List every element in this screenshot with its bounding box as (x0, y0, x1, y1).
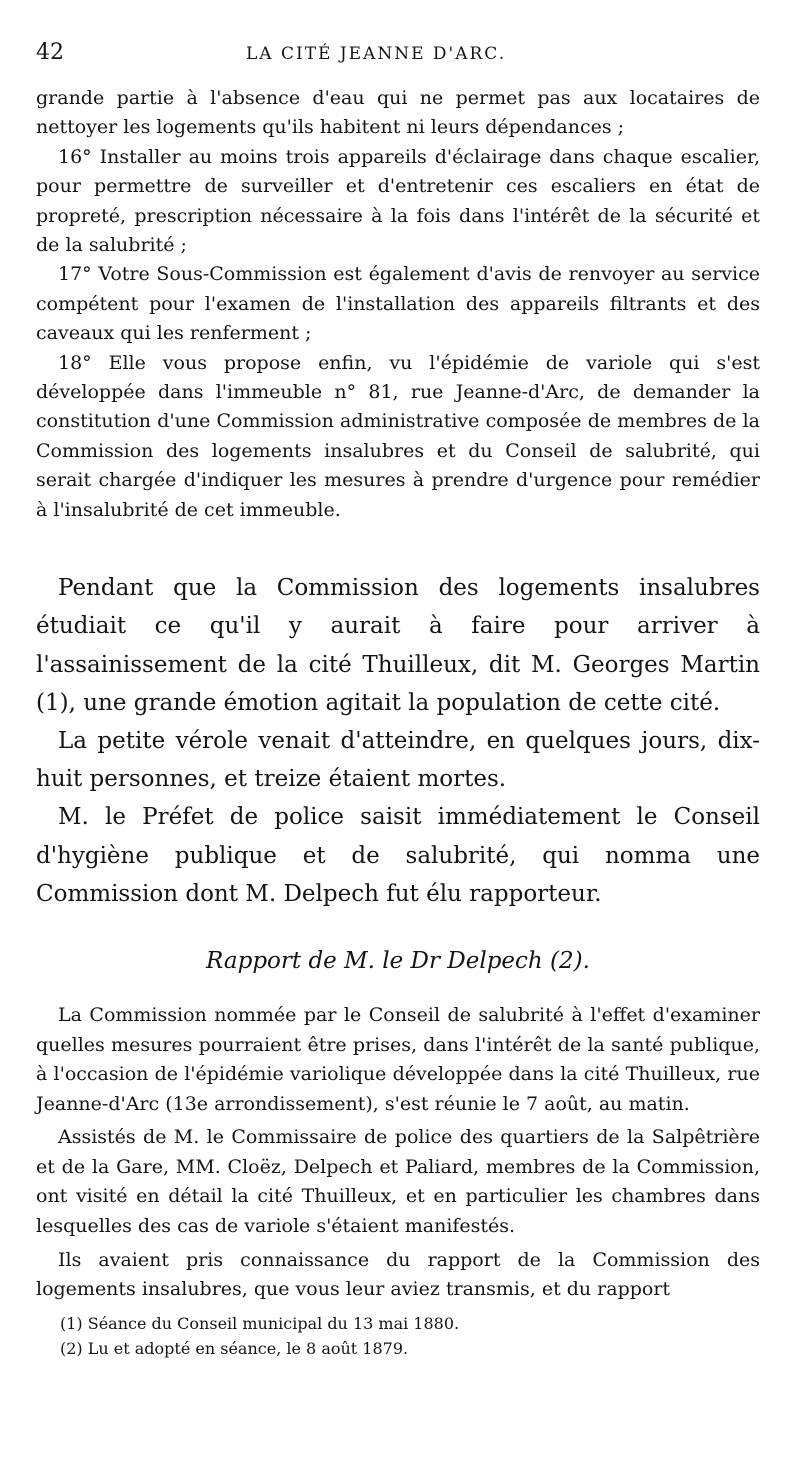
footnote-2: (2) Lu et adopté en séance, le 8 août 1879. (60, 1338, 409, 1358)
item-16: 16° Installer au moins trois appareils d'éclairage dans chaque escalier, pour permettre de surveiller et d'entretenir ces escaliers en état de propreté, prescription nécessaire à la fois dans l'intérêt de la sécurité et de la salubrité ; (36, 145, 760, 257)
narrative-paragraph: Pendant que la Commission des logements insalubres étudiait ce qu'il y aurait à faire pour arriver à l'assainissement de la cité Thuilleux, dit M. Georges Martin (1), une grande émotion agitait la population de cette cité. (36, 575, 760, 716)
report-paragraph: La Commission nommée par le Conseil de salubrité à l'effet d'examiner quelles mesures pourraient être prises, dans l'intérêt de la santé publique, à l'occasion de l'épidémie variolique développée dans la cité Thuilleux, rue Jeanne-d'Arc (13e arrondissement), s'est réunie le 7 août, au matin. (36, 1003, 760, 1115)
report-body (36, 1001, 760, 1305)
footnote-1: (1) Séance du Conseil municipal du 13 mai 1880. (60, 1313, 460, 1333)
page-number: 42 (36, 40, 64, 65)
running-title: LA CITÉ JEANNE D'ARC. (246, 44, 507, 64)
footnotes (36, 1311, 760, 1361)
item-18: 18° Elle vous propose enfin, vu l'épidémie de variole qui s'est développée dans l'immeuble n° 81, rue Jeanne-d'Arc, de demander la constitution d'une Commission administrative composée de membres de la Commission des logements insalubres et du Conseil de salubrité, qui serait chargée d'indiquer les mesures à prendre d'urgence pour remédier à l'insalubrité de cet immeuble. (36, 351, 760, 521)
item-17: 17° Votre Sous-Commission est également d'avis de renvoyer au service compétent pour l'examen de l'installation des appareils filtrants et des caveaux qui les renferment ; (36, 263, 760, 345)
commission-recommendations (36, 84, 760, 525)
report-paragraph: Ils avaient pris connaissance du rapport de la Commission des logements insalubres, que vous leur aviez transmis, et du rapport (36, 1248, 760, 1301)
narrative-paragraph: M. le Préfet de police saisit immédiatement le Conseil d'hygiène publique et de salubrité, qui nomma une Commission dont M. Delpech fut élu rapporteur. (36, 804, 760, 907)
report-paragraph: Assistés de M. le Commissaire de police des quartiers de la Salpêtrière et de la Gare, MM. Cloëz, Delpech et Paliard, membres de la Commission, ont visité en détail la cité Thuilleux, et en particulier les chambres dans lesquelles des cas de variole s'étaient manifestés. (36, 1126, 760, 1238)
section-heading: Rapport de M. le Dr Delpech (2). (206, 947, 590, 974)
paragraph-continuation: grande partie à l'absence d'eau qui ne permet pas aux locataires de nettoyer les logements qu'ils habitent ni leurs dépendances ; (36, 87, 760, 139)
narrative-section (36, 569, 760, 913)
page-header (36, 40, 760, 74)
narrative-paragraph: La petite vérole venait d'atteindre, en quelques jours, dix-huit personnes, et treize étaient mortes. (36, 727, 760, 793)
